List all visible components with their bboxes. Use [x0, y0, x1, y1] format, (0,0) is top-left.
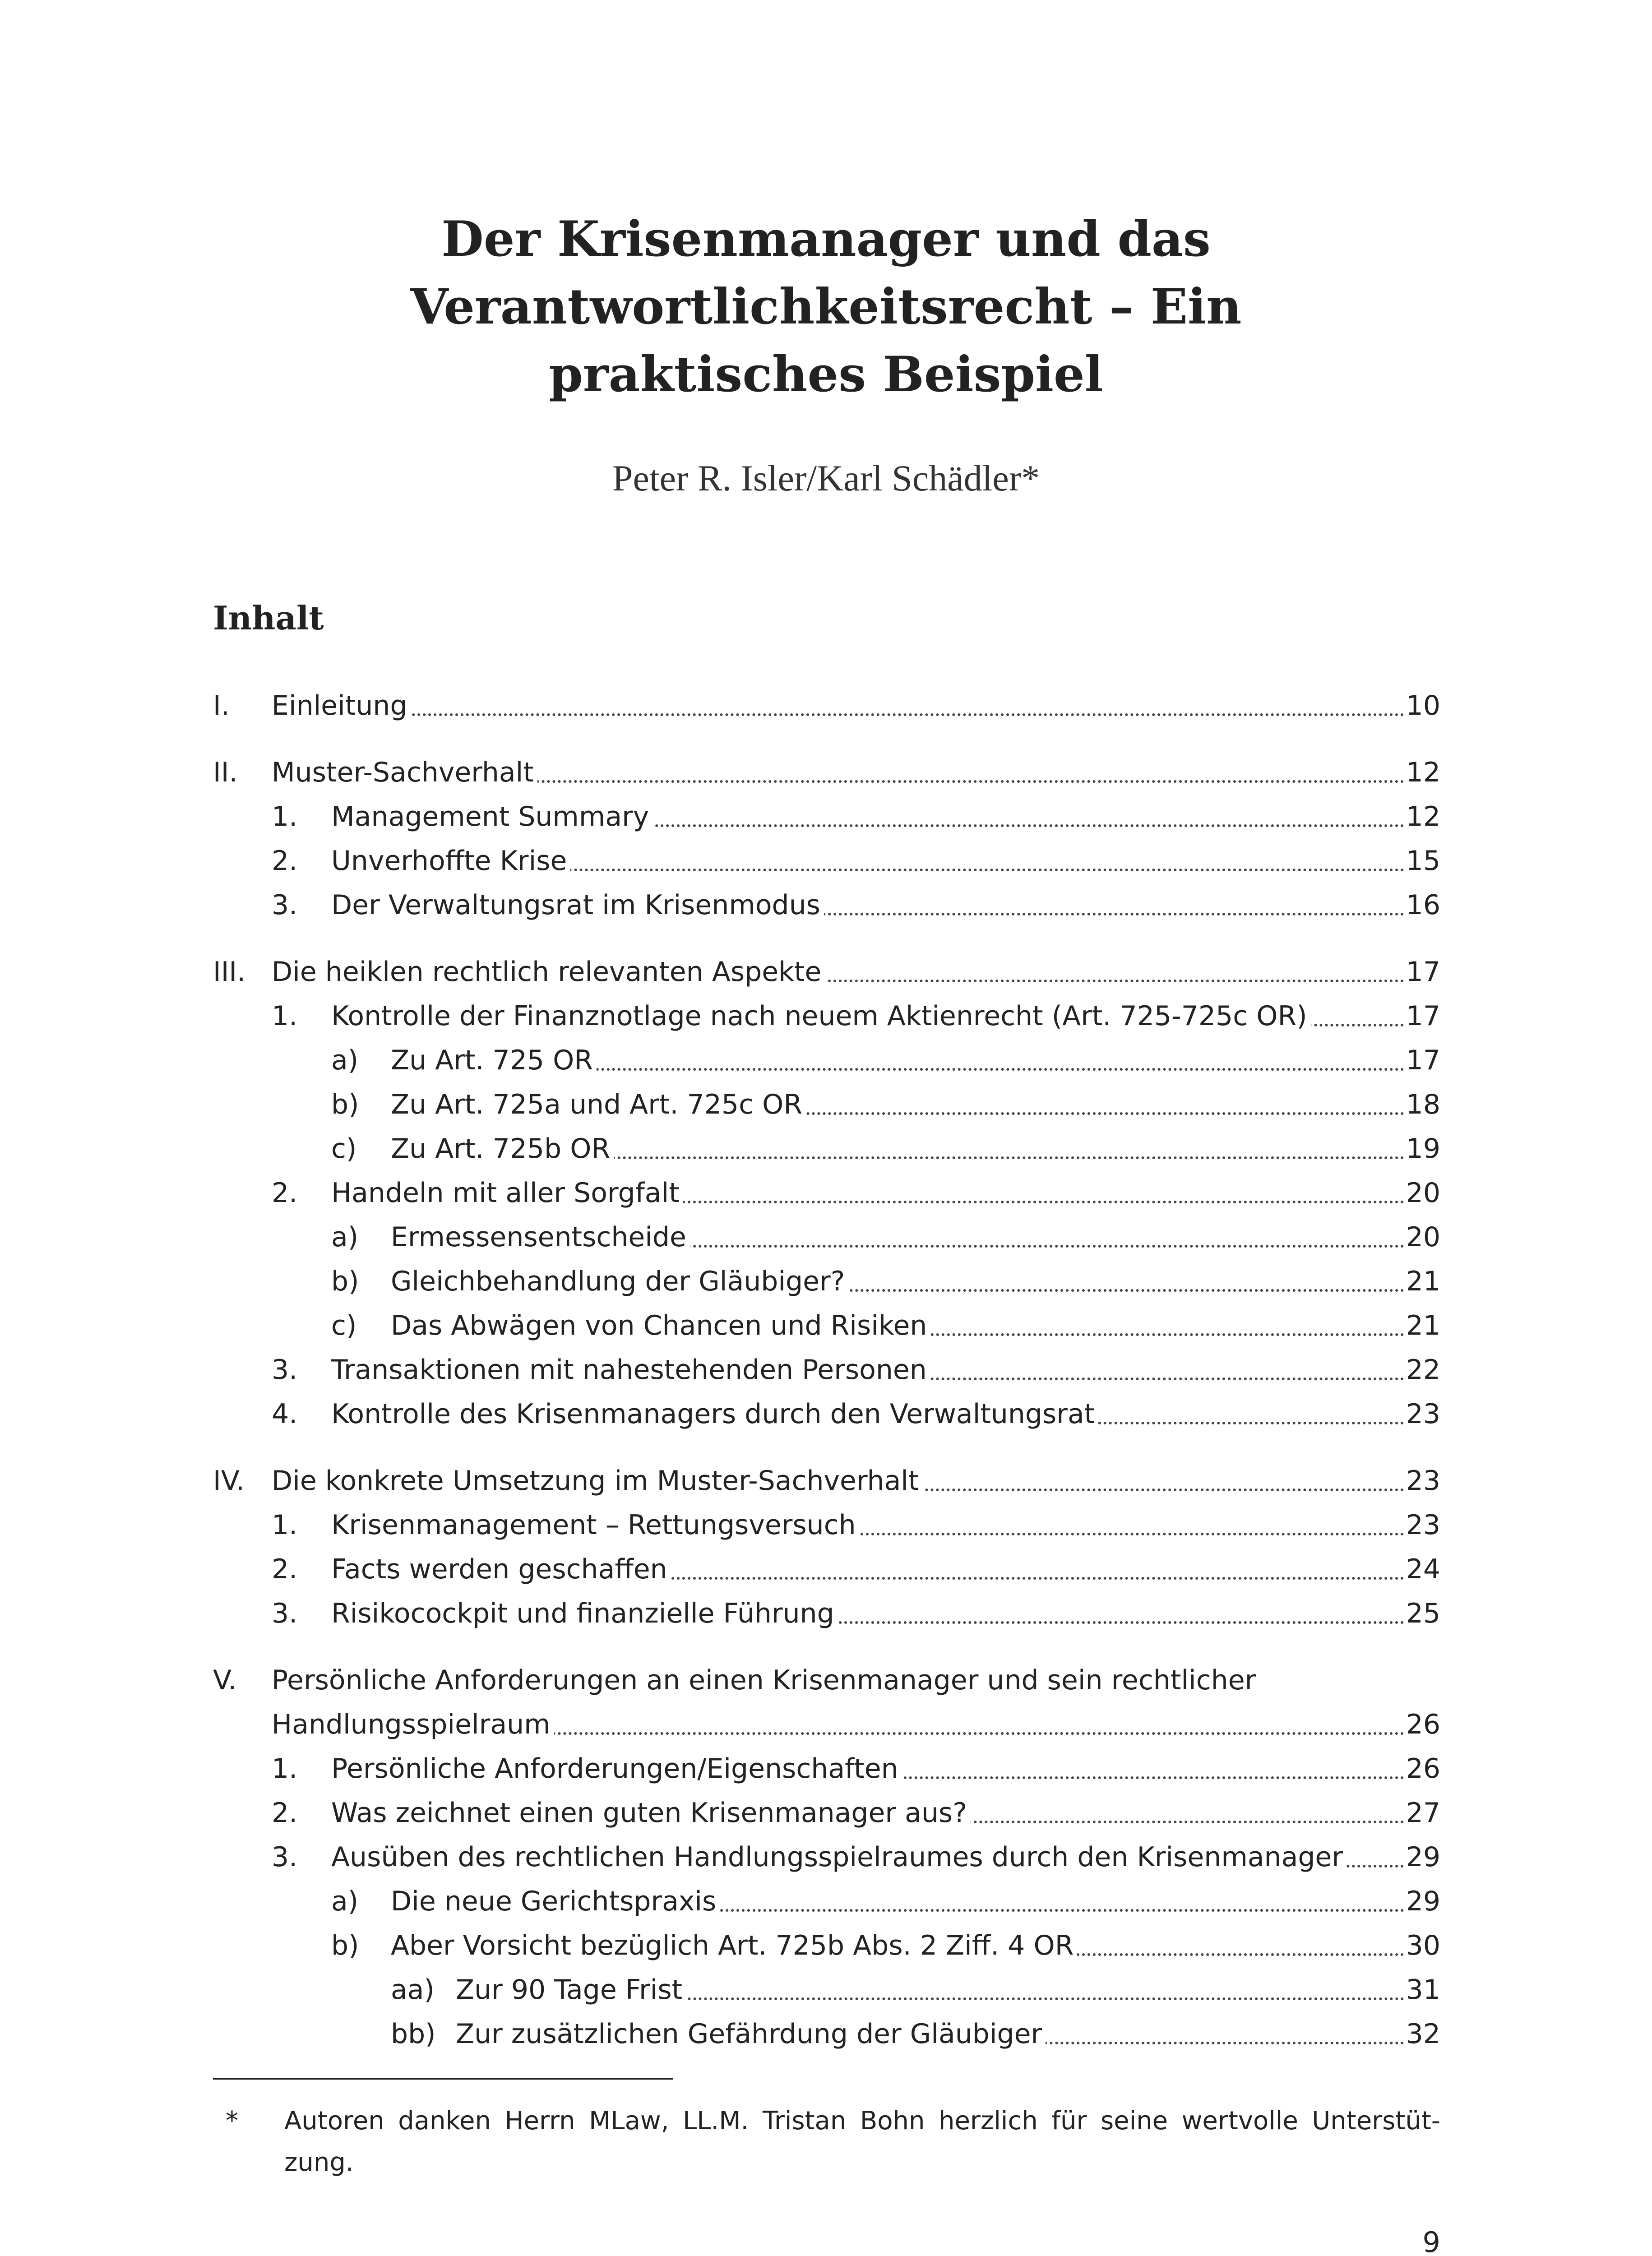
- toc-entry-page: 23: [1403, 1503, 1440, 1547]
- toc-entry-page: 17: [1403, 950, 1440, 994]
- toc-entry-title: Transaktionen mit nahestehenden Personen: [331, 1348, 930, 1392]
- toc-entry-number: 1.: [272, 801, 298, 832]
- toc-entry-number: aa): [391, 1974, 435, 2006]
- toc-entry-page: 17: [1403, 994, 1440, 1038]
- toc-entry: [213, 1348, 1440, 1392]
- toc-entry-number: c): [331, 1133, 357, 1165]
- toc-entry-title: Der Verwaltungsrat im Krisenmodus: [331, 883, 824, 927]
- toc-entry-title: Handeln mit aller Sorgfalt: [331, 1171, 683, 1215]
- toc-entry-title: Die heiklen rechtlich relevanten Aspekte: [272, 950, 825, 994]
- toc-entry-page: 15: [1403, 839, 1440, 883]
- toc-entry: [213, 883, 1440, 927]
- toc-entry-number: b): [331, 1089, 359, 1120]
- toc-entry-number: III.: [213, 956, 246, 988]
- toc-entry-number: 1.: [272, 1000, 298, 1032]
- toc-entry-number: I.: [213, 690, 230, 721]
- toc-entry-number: V.: [213, 1664, 237, 1696]
- toc-entry: [213, 1503, 1440, 1547]
- toc-entry: [213, 1304, 1440, 1348]
- toc-entry-page: 20: [1403, 1171, 1440, 1215]
- toc-entry-page: 29: [1403, 1835, 1440, 1879]
- toc-entry: [213, 1923, 1440, 1968]
- toc-entry: [213, 1038, 1440, 1082]
- toc-entry-page: 23: [1403, 1459, 1440, 1503]
- authors: Peter R. Isler/Karl Schädler*: [612, 458, 1040, 499]
- toc-entry-number: bb): [391, 2018, 436, 2050]
- page-number: 9: [1422, 2226, 1440, 2256]
- toc-entry-title: Ausüben des rechtlichen Handlungsspielraumes durch den Krisenmanager: [331, 1835, 1347, 1879]
- toc-entry-title: Zu Art. 725a und Art. 725c OR: [391, 1082, 806, 1127]
- toc-entry-title: Krisenmanagement – Rettungsversuch: [331, 1503, 860, 1547]
- toc-entry-title: Zur zusätzlichen Gefährdung der Gläubiger: [456, 2012, 1046, 2056]
- toc-entry-continuation: [213, 1702, 1440, 1747]
- toc-entry: [213, 1968, 1440, 2012]
- toc-entry-title: Aber Vorsicht bezüglich Art. 725b Abs. 2 Ziff. 4 OR: [391, 1923, 1077, 1968]
- toc-entry-number: 3.: [272, 1841, 298, 1873]
- toc-entry-page: 26: [1403, 1702, 1440, 1747]
- title-line: Der Krisenmanager und das: [441, 211, 1211, 268]
- toc-entry-number: b): [331, 1266, 359, 1297]
- toc-entry-page: 12: [1403, 795, 1440, 839]
- toc-entry-number: b): [331, 1930, 359, 1961]
- toc-entry-page: 24: [1403, 1547, 1440, 1591]
- toc-entry: [213, 1747, 1440, 1791]
- toc-entry-title: Ermessensentscheide: [391, 1215, 690, 1259]
- toc-entry: [213, 839, 1440, 883]
- toc-entry-title: Muster-Sachverhalt: [272, 750, 537, 795]
- toc-entry: [213, 994, 1440, 1038]
- toc-entry-number: a): [331, 1221, 359, 1253]
- toc-entry: [213, 1591, 1440, 1636]
- toc-entry-page: 25: [1403, 1591, 1440, 1636]
- toc-entry: [213, 684, 1440, 728]
- toc-entry: [213, 1215, 1440, 1259]
- toc-entry-page: 31: [1403, 1968, 1440, 2012]
- toc-entry-page: 30: [1403, 1923, 1440, 1968]
- toc-entry-title: Persönliche Anforderungen an einen Krisenmanager und sein rechtlicher: [272, 1664, 1256, 1696]
- toc-entry: [213, 950, 1440, 994]
- toc-entry-page: 23: [1403, 1392, 1440, 1436]
- toc-entry: [213, 1835, 1440, 1879]
- toc-entry-title-continuation: Handlungsspielraum: [272, 1702, 554, 1747]
- toc-entry-title: Die konkrete Umsetzung im Muster-Sachverhalt: [272, 1459, 923, 1503]
- toc-entry-title: Kontrolle des Krisenmanagers durch den Verwaltungsrat: [331, 1392, 1098, 1436]
- toc-entry-page: 21: [1403, 1259, 1440, 1304]
- toc-entry-page: 19: [1403, 1127, 1440, 1171]
- toc-entry-number: II.: [213, 757, 238, 788]
- toc-entry-page: 26: [1403, 1747, 1440, 1791]
- toc-entry: [213, 1259, 1440, 1304]
- toc-entry-number: 1.: [272, 1753, 298, 1784]
- toc-entry-title: Zur 90 Tage Frist: [456, 1968, 686, 2012]
- toc-entry-title: Gleichbehandlung der Gläubiger?: [391, 1259, 849, 1304]
- toc-entry-number: a): [331, 1886, 359, 1917]
- article-title: [0, 205, 1652, 408]
- toc-entry-page: 17: [1403, 1038, 1440, 1082]
- toc-entry-number: 3.: [272, 1598, 298, 1629]
- footnote-text: Autoren danken Herrn MLaw, LL.M. Tristan Bohn herzlich für seine wertvolle Unterstüt-zung.: [284, 2106, 1440, 2177]
- toc-entry-page: 18: [1403, 1082, 1440, 1127]
- toc-entry-page: 29: [1403, 1879, 1440, 1923]
- toc-entry-number: c): [331, 1310, 357, 1341]
- toc-entry-number: 2.: [272, 1553, 298, 1585]
- title-line: praktisches Beispiel: [549, 346, 1103, 403]
- toc-entry-title: Persönliche Anforderungen/Eigenschaften: [331, 1747, 902, 1791]
- toc-entry: [213, 1082, 1440, 1127]
- toc-entry-title: Risikocockpit und finanzielle Führung: [331, 1591, 838, 1636]
- toc-entry-title: Kontrolle der Finanznotlage nach neuem Aktienrecht (Art. 725-725c OR): [331, 994, 1311, 1038]
- toc-entry-number: 4.: [272, 1398, 298, 1430]
- toc-entry-page: 20: [1403, 1215, 1440, 1259]
- toc-entry-page: 22: [1403, 1348, 1440, 1392]
- toc-entry-title: Facts werden geschaffen: [331, 1547, 671, 1591]
- toc-entry-title: Zu Art. 725b OR: [391, 1127, 614, 1171]
- toc-entry: [213, 2012, 1440, 2056]
- toc-entry: [213, 1459, 1440, 1503]
- toc-entry-title: Unverhoffte Krise: [331, 839, 570, 883]
- contents-heading: Inhalt: [213, 599, 324, 637]
- toc-entry-page: 10: [1403, 684, 1440, 728]
- toc-entry: [213, 1791, 1440, 1835]
- toc-entry-title: Die neue Gerichtspraxis: [391, 1879, 720, 1923]
- toc-entry-page: 16: [1403, 883, 1440, 927]
- toc-entry-number: a): [331, 1045, 359, 1076]
- footnote-mark: *: [226, 2106, 238, 2136]
- toc-entry-title: Zu Art. 725 OR: [391, 1038, 597, 1082]
- toc-entry-number: 2.: [272, 1797, 298, 1829]
- toc-entry-number: 3.: [272, 1354, 298, 1386]
- toc-entry-title: Einleitung: [272, 684, 411, 728]
- toc-leader-dots: [272, 713, 1404, 716]
- toc-entry: [213, 1547, 1440, 1591]
- footnote-separator: [213, 2078, 673, 2080]
- toc-entry-page: 27: [1403, 1791, 1440, 1835]
- toc-entry-title: Was zeichnet einen guten Krisenmanager aus?: [331, 1791, 971, 1835]
- toc-entry-title: Management Summary: [331, 795, 652, 839]
- toc-entry: [213, 1392, 1440, 1436]
- toc-entry-page: 32: [1403, 2012, 1440, 2056]
- toc-entry: [213, 750, 1440, 795]
- toc-entry: [213, 1127, 1440, 1171]
- toc-entry-number: 2.: [272, 1177, 298, 1209]
- title-line: Verantwortlichkeitsrecht – Ein: [410, 278, 1242, 335]
- toc-entry-number: 2.: [272, 845, 298, 877]
- toc-entry: [213, 1879, 1440, 1923]
- toc-entry: [213, 795, 1440, 839]
- toc-entry: [213, 1658, 1440, 1702]
- toc-entry-page: 12: [1403, 750, 1440, 795]
- toc-entry-title: Das Abwägen von Chancen und Risiken: [391, 1304, 930, 1348]
- toc-entry-number: 3.: [272, 889, 298, 921]
- toc-entry: [213, 1171, 1440, 1215]
- toc-entry-number: IV.: [213, 1465, 245, 1497]
- toc-entry-number: 1.: [272, 1509, 298, 1541]
- toc-entry-page: 21: [1403, 1304, 1440, 1348]
